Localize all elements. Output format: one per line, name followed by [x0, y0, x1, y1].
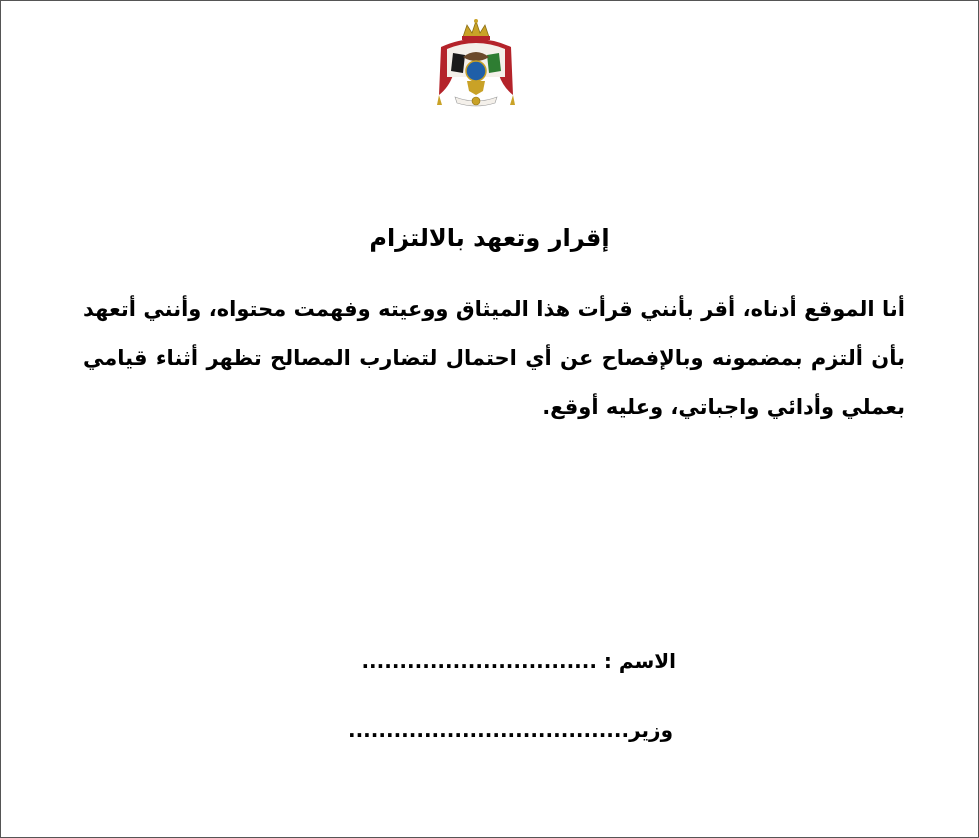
declaration-title: إقرار وتعهد بالالتزام [369, 224, 610, 252]
jordan-coat-of-arms-icon [433, 17, 519, 111]
minister-signature-line: وزير..................................... [347, 718, 673, 742]
declaration-paragraph: أنا الموقع أدناه، أقر بأنني قرأت هذا الميثاق ووعيته وفهمت محتواه، وأنني أتعهد بأن ألتزم بمضمونه وبالإفصاح عن أي احتمال لتضارب المصالح تظهر أثناء قيامي بعملي وأدائي واجباتي، وعليه أوقع. [83, 297, 905, 419]
name-signature-line: الاسم : ............................... [361, 649, 676, 673]
